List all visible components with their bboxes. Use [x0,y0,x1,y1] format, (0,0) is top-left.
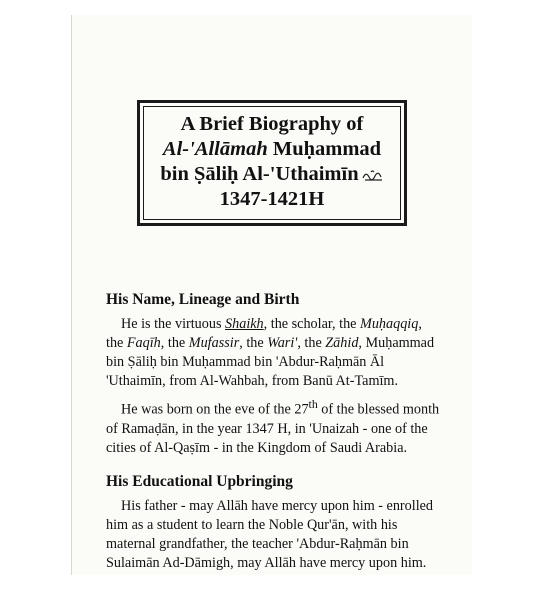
section-heading-education: His Educational Upbringing [106,472,293,490]
term-wari: Wari' [267,335,298,351]
term-shaikh: Shaikh [225,316,264,332]
title-line-2 [144,137,400,162]
title-block [143,106,401,220]
section-heading-name-lineage: His Name, Lineage and Birth [106,291,300,308]
title-frame [137,100,407,226]
ordinal-suffix: th [308,397,318,411]
term-muhaqqiq: Muḥaqqiq [360,316,419,332]
term-mufassir: Mufassir [188,335,240,351]
term-zahid: Zāhid [325,335,359,351]
paragraph-education: His father - may Allāh have mercy upon him - enrolled him as a student to learn the Noble Qur'ān, with his maternal grandfather, the teacher 'Abdur-Raḥmān bin Sulaimān Ad-Dāmigh, may Allāh have mercy upon him. [106,497,434,571]
paragraph-birth: He was born on the eve of the 27th of the blessed month of Ramaḍān, in the year 1347 H, in 'Unaizah - one of the cities of Al-Qaṣīm - in the Kingdom of Saudi Arabia. [106,397,440,456]
title-line-1: A Brief Biography of [180,113,364,135]
rahimahullah-calligraphy-icon [362,168,384,182]
title-line-4: 1347-1421H [219,188,325,210]
page-body [106,290,442,577]
title-epithet: Al-'Allāmah [162,138,268,160]
title-line-3 [144,162,400,187]
term-faqih: Faqīh [126,335,161,351]
title-name: Muḥammad [267,138,382,160]
paragraph-name: He is the virtuous Shaikh, the scholar, the Muḥaqqiq, the Faqīh, the Mufassir, the Wari', the Zāhid, Muḥammad bin Ṣāliḥ bin Muḥammad bin 'Abdur-Raḥmān Āl 'Uthaimīn, from Al-Wahbah, from Banū At-Tamīm. [106,316,435,389]
title-lineage: bin Ṣāliḥ Al-'Uthaimīn [160,163,359,185]
